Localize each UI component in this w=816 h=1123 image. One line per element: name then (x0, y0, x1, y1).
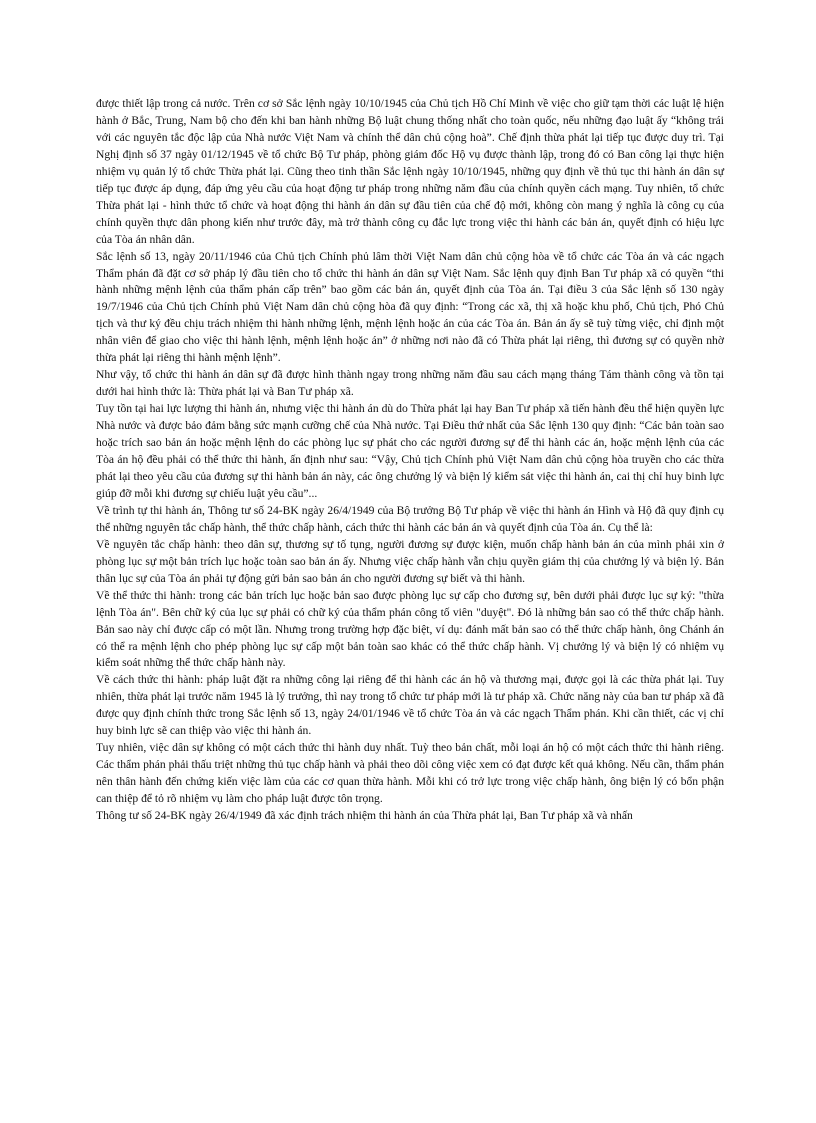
paragraph-5: Về trình tự thi hành án, Thông tư số 24-BK ngày 26/4/1949 của Bộ trưởng Bộ Tư pháp về việc thi hành án Hình và Hộ đã quy định cụ thể những nguyên tắc chấp hành, thể thức chấp hành, cách thức thi hành các bản án và quyết định của Tòa án. Cụ thể là: (96, 503, 724, 534)
paragraph-9: Tuy nhiên, việc dân sự không có một cách thức thi hành duy nhất. Tuỳ theo bản chất, mỗi loại án hộ có một cách thức thi hành riêng. Các thẩm phán phải thấu triệt những thủ tục chấp hành và phải theo dõi công việc xem có đạt được kết quả không. Nếu cần, thẩm phán nên thân hành đến chứng kiến việc làm của các cơ quan thừa hành. Mỗi khi có trở lực trong việc chấp hành, ông biện lý có bổn phận can thiệp để tỏ rõ nhiệm vụ làm cho pháp luật được tôn trọng. (96, 741, 724, 806)
paragraph-7: Về thể thức thi hành: trong các bản trích lục hoặc bản sao được phòng lục sự cấp cho đương sự, bên dưới phải được lục sự ký: "thừa lệnh Tòa án". Bên chữ ký của lục sự phải có chữ ký của thẩm phán công tố viên "duyệt". Đó là những bản sao có thể thức chấp hành. Bản sao này chỉ được cấp có một lần. Nhưng trong trường hợp đặc biệt, ví dụ: đánh mất bản sao có thể thức chấp hành, ông Chánh án có thể ra mệnh lệnh cho phép phòng lục sự cấp một bản toàn sao khác có thể thức chấp hành. Vị chưởng lý và biện lý có nhiệm vụ kiểm soát những thể thức chấp hành này. (96, 588, 724, 670)
document-page (96, 96, 724, 825)
paragraph-4: Tuy tồn tại hai lực lượng thi hành án, nhưng việc thi hành án dù do Thừa phát lại hay Ban Tư pháp xã tiến hành đều thể hiện quyền lực Nhà nước và được bảo đảm bằng sức mạnh cưỡng chế của Nhà nước. Tại Điều thứ nhất của Sắc lệnh 130 quy định: “Các bản toàn sao hoặc trích sao bản án hoặc mệnh lệnh do các phòng lục sự phát cho các người đương sự để thi hành các án, hoặc mệnh lệnh của các Tòa án hộ đều phải có thể thức thi hành, ấn định như sau: “Vậy, Chủ tịch Chính phủ Việt Nam dân chủ cộng hòa truyền cho các thừa phát lại theo yêu cầu của đương sự thi hành bản án này, các ông chưởng lý và biện lý kiểm sát việc thi hành án, cai thị chỉ huy binh lực giúp đỡ mỗi khi đương sự chiếu luật yêu cầu”... (96, 402, 724, 500)
paragraph-6: Về nguyên tắc chấp hành: theo dân sự, thương sự tố tụng, người đương sự được kiện, muốn chấp hành bản án của mình phải xin ở phòng lục sự một bản trích lục hoặc toàn sao bản án ấy. Nhưng việc chấp hành vẫn chịu quyền giám thị của chưởng lý và biện lý. Bản thân lục sự của Tòa án phải tự động gửi bản sao bản án cho người đương sự biết và thi hành. (96, 537, 724, 585)
paragraph-3: Như vậy, tổ chức thi hành án dân sự đã được hình thành ngay trong những năm đầu sau cách mạng tháng Tám thành công và tồn tại dưới hai hình thức là: Thừa phát lại và Ban Tư pháp xã. (96, 368, 724, 399)
paragraph-1: được thiết lập trong cả nước. Trên cơ sở Sắc lệnh ngày 10/10/1945 của Chủ tịch Hồ Chí Minh về việc cho giữ tạm thời các luật lệ hiện hành ở Bắc, Trung, Nam bộ cho đến khi ban hành những Bộ luật chung thống nhất cho toàn quốc, nếu những đạo luật ấy “không trái với các nguyên tắc độc lập của Nhà nước Việt Nam và chính thể dân chủ cộng hoà”. Chế định thừa phát lại tiếp tục được duy trì. Tại Nghị định số 37 ngày 01/12/1945 về tổ chức Bộ Tư pháp, phòng giám đốc Hộ vụ được thành lập, trong đó có Ban công lại thực hiện nhiệm vụ quản lý tổ chức Thừa phát lại. Cũng theo tinh thần Sắc lệnh ngày 10/10/1945, những quy định về thủ tục thi hành án dân sự tiếp tục được áp dụng, đáp ứng yêu cầu của hoạt động tư pháp trong những năm đầu của chính quyền cách mạng. Tuy nhiên, tổ chức Thừa phát lại - hình thức tổ chức và hoạt động thi hành án dân sự đầu tiên của chế độ mới, không còn mang ý nghĩa là công cụ của chính quyền thực dân phong kiến như trước đây, mà trở thành công cụ đắc lực trong việc thi hành các bản án, quyết định có hiệu lực của Tòa án nhân dân. (96, 97, 724, 246)
paragraph-2: Sắc lệnh số 13, ngày 20/11/1946 của Chủ tịch Chính phủ lâm thời Việt Nam dân chủ cộng hòa về tổ chức các Tòa án và các ngạch Thẩm phán đã đặt cơ sở pháp lý đầu tiên cho tổ chức thi hành án dân sự Việt Nam. Sắc lệnh quy định Ban Tư pháp xã có quyền “thi hành những mệnh lệnh của thẩm phán cấp trên” bao gồm các bản án, quyết định của Tòa án. Tại điều 3 của Sắc lệnh số 130 ngày 19/7/1946 của Chủ tịch Chính phủ Việt Nam dân chủ cộng hòa đã quy định: “Trong các xã, thị xã hoặc khu phố, Chủ tịch, Phó Chủ tịch và thư ký đều chịu trách nhiệm thi hành những lệnh, mệnh lệnh hoặc án của các Tòa án. Bản án ấy sẽ tuỳ từng việc, chỉ định một nhân viên để giao cho việc thi hành lệnh, mệnh lệnh hoặc án” ở những nơi nào đã có Thừa phát lại riêng, thì đương sự có quyền nhờ thừa phát lại riêng thi hành mệnh lệnh”. (96, 249, 724, 365)
paragraph-8: Về cách thức thi hành: pháp luật đặt ra những công lại riêng để thi hành các án hộ và thương mại, được gọi là các thừa phát lại. Tuy nhiên, thừa phát lại trước năm 1945 là lý trưởng, thì nay trong tổ chức tư pháp mới là tư pháp xã. Chức năng này của ban tư pháp xã đã được quy định chính thức trong Sắc lệnh số 13, ngày 24/01/1946 về tổ chức Tòa án và các ngạch Thẩm phán. Khi cần thiết, các vị chỉ huy binh lực sẽ can thiệp vào việc thi hành án. (96, 673, 724, 738)
paragraph-10: Thông tư số 24-BK ngày 26/4/1949 đã xác định trách nhiệm thi hành án của Thừa phát lại, Ban Tư pháp xã và nhấn (96, 809, 633, 823)
